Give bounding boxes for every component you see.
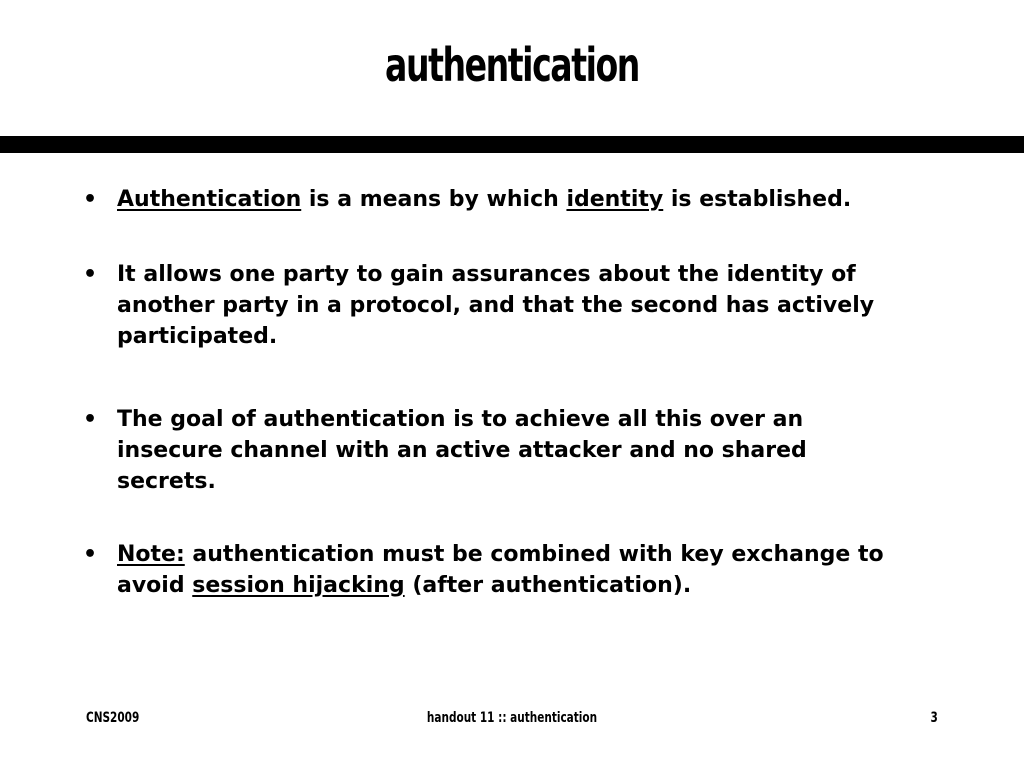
bullet-text-segment: The goal of authentication is to achieve all this over an insecure channel with an active attacker and no shared secrets.: [117, 407, 807, 494]
note-label: Note:: [117, 542, 185, 567]
term-identity: identity: [566, 187, 664, 212]
term-authentication: Authentication: [117, 187, 302, 212]
bullet-marker: •: [83, 407, 98, 432]
bullet-text: [117, 259, 907, 352]
footer-page-number: 3: [930, 710, 938, 726]
slide-title: authentication: [385, 38, 639, 92]
bullet-text-segment: (after authentication).: [404, 573, 692, 598]
bullet-marker: •: [83, 262, 98, 287]
bullet-marker: •: [83, 542, 98, 567]
title-divider: [0, 136, 1024, 153]
term-session-hijacking: session hijacking: [192, 573, 405, 598]
bullet-text-segment: authentication must be combined with key exchange to avoid: [117, 542, 884, 598]
bullet-text-segment: It allows one party to gain assurances about the identity of another party in a protocol, and that the second has actively participated.: [117, 262, 875, 349]
bullet-marker: •: [83, 187, 98, 212]
bullet-text: [117, 404, 837, 497]
bullet-text: [117, 539, 917, 601]
footer-course: CNS2009: [86, 710, 140, 726]
bullet-text: [117, 184, 917, 215]
bullet-text-segment: is established.: [663, 187, 852, 212]
bullet-text-segment: is a means by which: [301, 187, 567, 212]
footer-handout-title: handout 11 :: authentication: [426, 710, 598, 726]
